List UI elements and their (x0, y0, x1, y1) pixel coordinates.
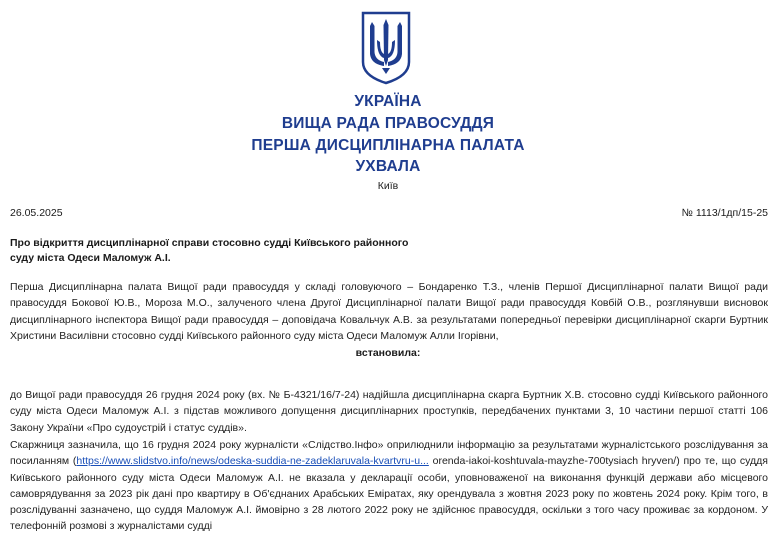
document-subject: Про відкриття дисциплінарної справи стосовно судді Київського районного суду міста Одеси Маломуж А.І. (10, 237, 409, 264)
ruling-heading: встановила: (355, 347, 421, 359)
source-link[interactable]: https://www.slidstvo.info/news/odeska-suddia-ne-zadeklaruvala-kvartvru-u... (76, 455, 429, 468)
country-title: УКРАЇНА (354, 93, 422, 110)
document-type-title: УХВАЛА (355, 158, 421, 175)
details-text-end: orenda-iakoi-koshtuvala-mayzhe-700tysiach hryven/) про те, що суддя Київського районного суду міста Одеси Маломуж А.І. не вказала у декларації особи, уповноваженої на виконання функцій держави або місцевого самоврядування за 2023 рік дані про квартиру в Об'єднаних Арабських Еміратах, яку орендувала з жовтня 2023 року по жовтень 2024 року. Крім того, в розслідуванні зазначено, що суддя Маломуж А.І. ймовірно з 28 лютого 2022 року не здійснює правосуддя, оскільки з того часу проживає за кордоном. У телефонній розмові з журналістами судді (10, 455, 768, 533)
city-label: Київ (377, 180, 399, 192)
chamber-title: ПЕРША ДИСЦИПЛІНАРНА ПАЛАТА (251, 137, 525, 154)
document-number: № 1113/1дп/15-25 (681, 207, 768, 219)
trident-coat-of-arms-icon (360, 10, 412, 86)
document-date: 26.05.2025 (10, 207, 63, 219)
intro-paragraph: Перша Дисциплінарна палата Вищої ради правосуддя у складі головуючого – Бондаренко Т.З., членів Першої Дисциплінарної палати Вищої ради правосуддя Бокової Ю.В., Мороза М.О., залученого члена Другої Дисциплінарної палати Вищої ради правосуддя Ковбій О.В., розглянувши висновок дисциплінарного інспектора Вищої ради правосуддя – доповідача Ковальчук А.В. за результатами попередньої перевірки дисциплінарної скарги Буртник Христини Василівни стосовно судді Київського районного суду міста Одеси Маломуж Алли Ігорівни, (10, 281, 768, 342)
details-paragraph (10, 437, 768, 535)
council-title: ВИЩА РАДА ПРАВОСУДДЯ (281, 115, 495, 132)
complaint-paragraph: до Вищої ради правосуддя 26 грудня 2024 року (вх. № Б-4321/16/7-24) надійшла дисциплінарна скарга Буртник Х.В. стосовно судді Київського районного суду міста Одеси Маломуж А.І. з підстав можливого допущення дисциплінарних проступків, передбачених пунктами 3, 10 частини першої статті 106 Закону України «Про судоустрій і статус суддів». (10, 389, 768, 434)
details-text-start: Скаржниця зазначила, що 16 грудня 2024 року журналісти «Слідство.Інфо» оприлюднили інформацію за результатами журналістського розслідування за посиланням ( (10, 439, 768, 468)
